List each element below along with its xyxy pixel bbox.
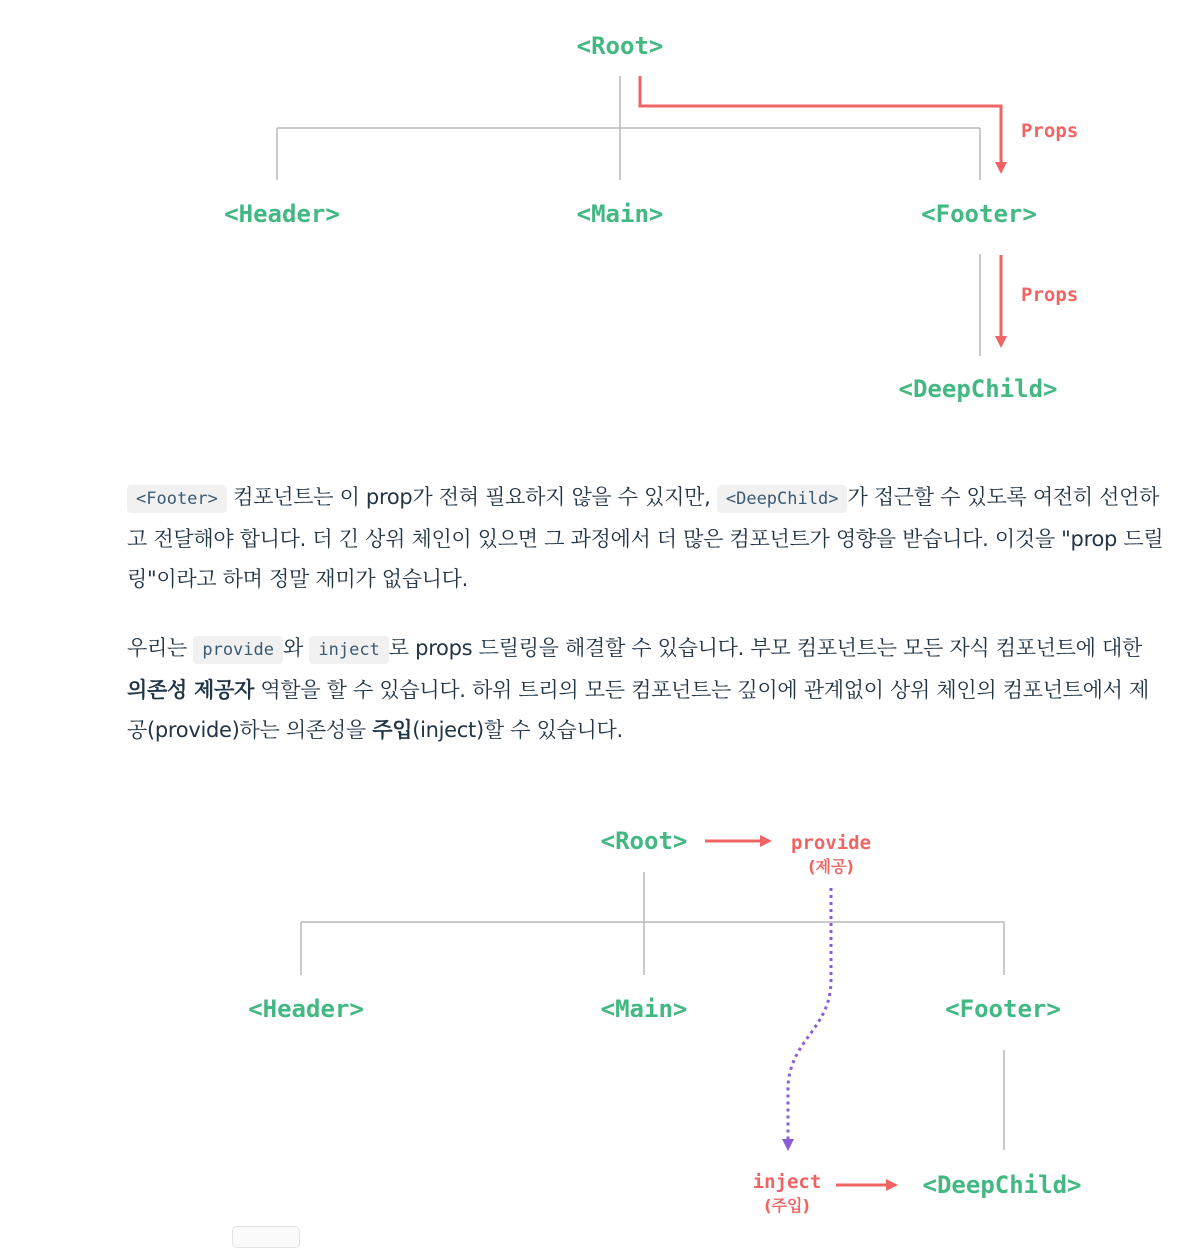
root-node: <Root> <box>576 32 664 60</box>
inject-sub-label: (주입) <box>764 1196 810 1215</box>
deepchild-node: <DeepChild> <box>898 375 1058 403</box>
provide-inject-paragraph <box>127 628 1167 750</box>
header-node: <Header> <box>224 200 340 228</box>
para2-text-3: 로 props 드릴링을 해결할 수 있습니다. 부모 컴포넌트는 모든 자식 컴포넌트에 대한 <box>388 636 1142 660</box>
provide-code: provide <box>193 636 283 664</box>
para1-text-2: 가 접근할 수 있도록 여전히 선언하고 전달해야 합니다. 더 긴 상위 체인이 있으면 그 과정에서 더 많은 컴포넌트가 영향을 받습니다. 이것을 "prop 드릴링"이라고 하며 정말 재미가 없습니다. <box>127 485 1164 591</box>
inject-label: inject <box>752 1171 822 1193</box>
footer-node: <Footer> <box>921 200 1037 228</box>
prop-drilling-diagram <box>0 0 1204 420</box>
footer-code: <Footer> <box>127 485 227 513</box>
root-node-2: <Root> <box>600 827 688 855</box>
footer-node-2: <Footer> <box>945 995 1061 1023</box>
props-label-2: Props <box>1021 284 1079 306</box>
inject-code: inject <box>309 636 388 664</box>
deepchild-code: <DeepChild> <box>717 485 848 513</box>
para2-text-5: (inject)할 수 있습니다. <box>412 718 623 742</box>
prop-drilling-paragraph <box>127 477 1167 599</box>
props-label-1: Props <box>1021 120 1079 142</box>
provider-strong: 의존성 제공자 <box>127 678 254 702</box>
props-arrow-root-footer <box>640 76 1001 168</box>
para2-text-4: 역할을 할 수 있습니다. 하위 트리의 모든 컴포넌트는 깊이에 관계없이 상위 체인의 컴포넌트에서 제공(provide)하는 의존성을 <box>127 678 1150 742</box>
main-node: <Main> <box>576 200 664 228</box>
provide-label: provide <box>790 832 872 854</box>
main-node-2: <Main> <box>600 995 688 1023</box>
inject-dotted-path <box>788 888 831 1145</box>
header-node-2: <Header> <box>248 995 364 1023</box>
para1-text-1: 컴포넌트는 이 prop가 전혀 필요하지 않을 수 있지만, <box>226 485 717 509</box>
para2-text-1: 우리는 <box>127 636 194 660</box>
provide-inject-diagram <box>0 800 1204 1238</box>
para2-text-2: 와 <box>283 636 310 660</box>
deepchild-node-2: <DeepChild> <box>922 1171 1082 1199</box>
cut-off-element <box>232 1226 300 1248</box>
inject-strong: 주입 <box>372 718 413 742</box>
provide-sub-label: (제공) <box>808 857 854 876</box>
